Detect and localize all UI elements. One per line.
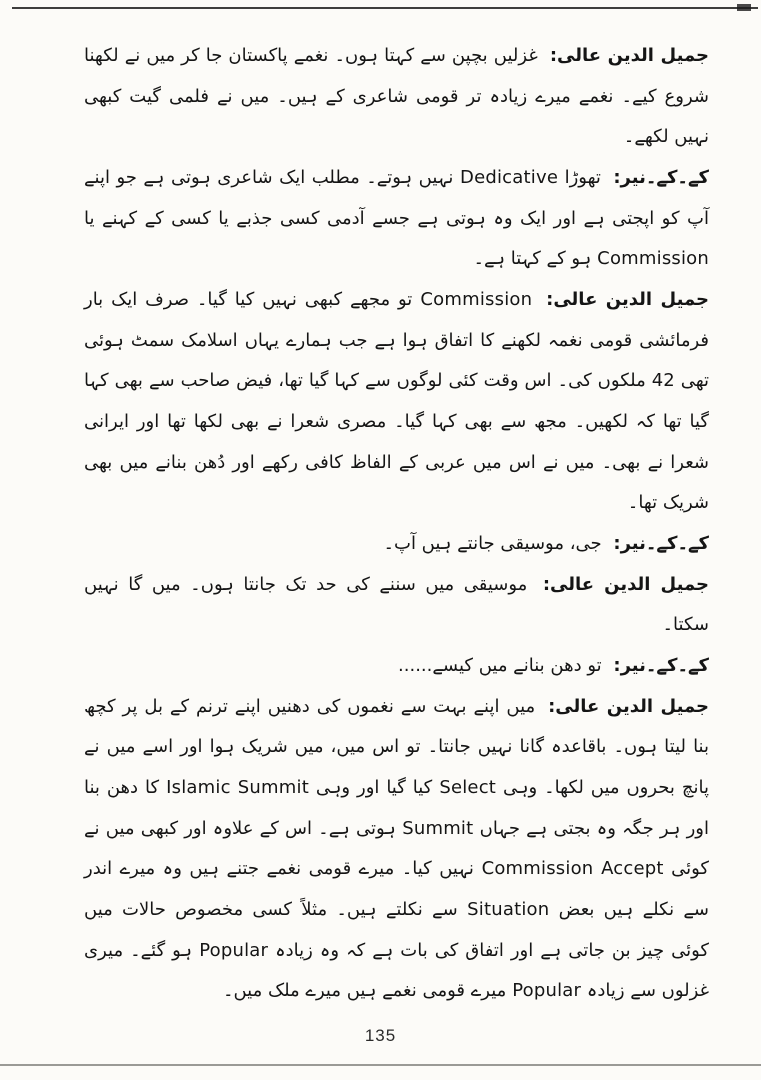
paragraph-text: تو دھن بنانے میں کیسے......: [398, 655, 602, 677]
paragraph: [84, 646, 709, 687]
paragraph-text: غزلیں بچپن سے کہتا ہوں۔ نغمے پاکستان جا کر میں نے لکھنا شروع کیے۔ نغمے میرے زیادہ تر قومی شاعری کے ہیں۔ میں نے فلمی گیت کبھی نہیں لکھے۔: [84, 45, 709, 148]
scan-artifact-top-mark: [737, 4, 751, 11]
paragraph: [84, 524, 709, 565]
paragraph-text: موسیقی میں سننے کی حد تک جانتا ہوں۔ میں گا نہیں سکتا۔: [84, 573, 709, 636]
paragraph: [84, 280, 709, 524]
paragraph-text: تھوڑا Dedicative نہیں ہوتے۔ مطلب ایک شاعری ہوتی ہے جو اپنے آپ کو اپجتی ہے اور ایک وہ ہوتی ہے جسے آدمی کسی جذبے یا کسی کے کہنے یا Commission ہو کے کہتا ہے۔: [84, 167, 709, 270]
speaker-name: جمیل الدین عالی:: [542, 573, 709, 595]
speaker-name: جمیل الدین عالی:: [548, 695, 709, 717]
paragraph: [84, 158, 709, 280]
speaker-name: کے۔کے۔نیر:: [613, 533, 709, 555]
paragraph: [84, 687, 709, 1012]
speaker-name: جمیل الدین عالی:: [546, 289, 709, 311]
speaker-name: کے۔کے۔نیر:: [613, 655, 709, 677]
speaker-name: کے۔کے۔نیر:: [613, 167, 709, 189]
page-number: 135: [364, 1026, 397, 1045]
paragraph-text: جی، موسیقی جانتے ہیں آپ۔: [383, 533, 602, 555]
paragraph: [84, 565, 709, 646]
scan-artifact-bottom-line: [0, 1064, 761, 1066]
paragraph-text: میں اپنے بہت سے نغموں کی دھنیں اپنے ترنم کے بل پر کچھ بنا لیتا ہوں۔ باقاعدہ گانا نہیں جانتا۔ تو اس میں، میں شریک ہوا اور اسے میں نے پانچ بحروں میں لکھا۔ وہی Select کیا گیا اور وہی Islamic Summit کا دھن بنا اور ہر جگہ وہ بجتی ہے جہاں Summit ہوتی ہے۔ اس کے علاوہ اور کبھی میں نے کوئی Commission Accept نہیں کیا۔ میرے قومی نغمے جتنے ہیں وہ میرے اندر سے نکلے ہیں بعض Situation سے نکلتے ہیں۔ مثلاً کسی مخصوص حالات میں کوئی چیز بن جاتی ہے اور اتفاق کی بات ہے کہ وہ زیادہ Popular ہو گئے۔ میری غزلوں سے زیادہ Popular میرے قومی نغمے ہیں میرے ملک میں۔: [84, 695, 709, 1002]
scan-artifact-top-line: [12, 7, 758, 9]
speaker-name: جمیل الدین عالی:: [549, 45, 709, 66]
paragraph-text: Commission تو مجھے کبھی نہیں کیا گیا۔ صرف ایک بار فرمائشی قومی نغمہ لکھنے کا اتفاق ہوا ہے جب ہمارے یہاں اسلامک سمٹ ہوئی تھی 42 ملکوں کی۔ اس وقت کئی لوگوں سے کہا گیا تھا، فیض صاحب سے بھی کہا گیا تھا کہ لکھیں۔ مجھ سے بھی کہا گیا۔ مصری شعرا نے بھی لکھا تھا اور ایرانی شعرا نے بھی۔ میں نے اس میں عربی کے الفاظ کافی رکھے اور دُھن بنانے میں بھی شریک تھا۔: [84, 289, 709, 514]
body-text: [84, 36, 709, 1012]
paragraph: [84, 36, 709, 158]
